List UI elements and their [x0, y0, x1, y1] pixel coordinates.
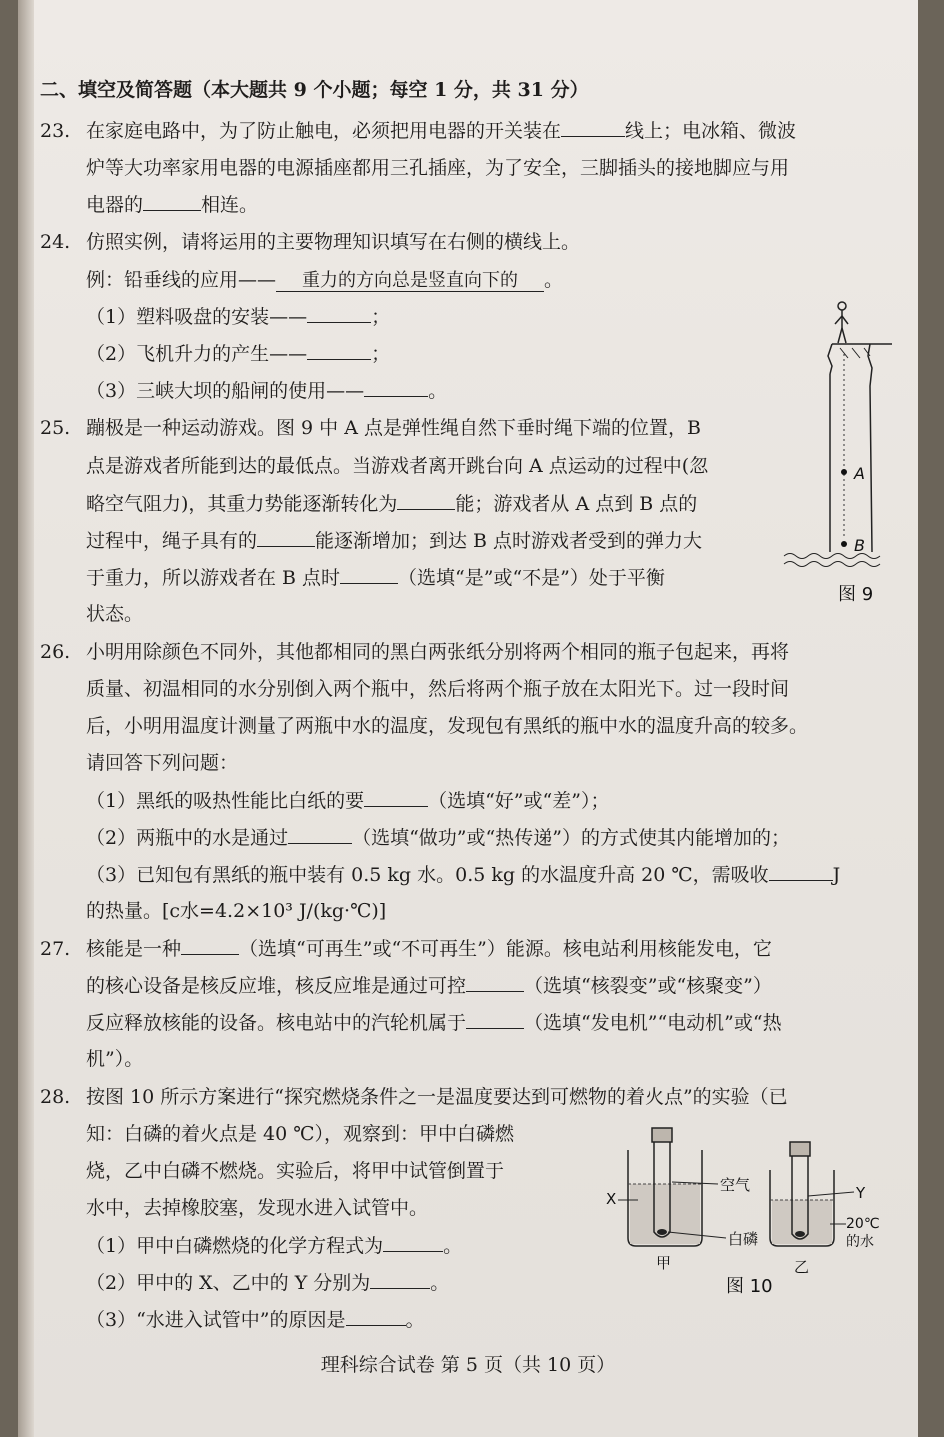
- cliff-platform: [828, 344, 892, 552]
- water-yi: [772, 1200, 832, 1244]
- exam-page: [18, 0, 918, 1437]
- q25-line-3: [86, 491, 697, 516]
- q28-number: 28.: [40, 1086, 71, 1108]
- q26-blank-2[interactable]: [288, 825, 352, 844]
- q23-text-1a: 在家庭电路中，为了防止触电，必须把用电器的开关装在: [86, 120, 562, 142]
- q25-line-6: 状态。: [86, 603, 144, 625]
- point-a-dot: [841, 469, 847, 475]
- q25-text-3a: 略空气阻力)，其重力势能逐渐转化为: [86, 493, 398, 515]
- q23-line-3: [86, 192, 258, 217]
- label-water-temp: 20℃: [846, 1216, 880, 1232]
- q28-blank-3[interactable]: [346, 1307, 406, 1326]
- figure-10-caption: 图 10: [726, 1276, 773, 1297]
- q23-blank-2[interactable]: [143, 192, 201, 211]
- q28-blank-1[interactable]: [383, 1233, 443, 1252]
- q24-sub-3-end: 。: [428, 380, 448, 402]
- q25-line-4: [86, 528, 702, 553]
- q26-sub-2-text: （2）两瓶中的水是通过: [86, 827, 289, 849]
- q24-sub-2-text: （2）飞机升力的产生——: [86, 343, 308, 365]
- q27-line-1: [40, 936, 772, 961]
- q25-line-2: 点是游戏者所能到达的最低点。当游戏者离开跳台向 A 点运动的过程中(忽: [86, 455, 709, 477]
- q26-line-1: [40, 640, 789, 664]
- label-yi: 乙: [794, 1258, 810, 1276]
- q25-blank-3[interactable]: [340, 565, 398, 584]
- q26-sub-1-end: （选填“好”或“差”）；: [428, 790, 610, 812]
- q28-line-2: 知：白磷的着火点是 40 ℃），观察到：甲中白磷燃: [86, 1123, 515, 1145]
- point-b-dot: [841, 541, 847, 547]
- label-air: 空气: [720, 1176, 751, 1194]
- q26-blank-1[interactable]: [364, 788, 428, 807]
- page-fold-shadow: [18, 0, 34, 1437]
- q24-blank-1[interactable]: [307, 304, 371, 323]
- q24-blank-3[interactable]: [364, 378, 428, 397]
- q28-sub-3-text: （3）“水进入试管中”的原因是: [86, 1309, 346, 1331]
- q27-line-3: [86, 1010, 782, 1035]
- q23-blank-1[interactable]: [561, 118, 625, 137]
- q26-sub-2-end: （选填“做功”或“热传递”）的方式使其内能增加的；: [352, 827, 790, 849]
- q24-example-end: 。: [544, 269, 564, 291]
- q25-text-5a: 于重力，所以游戏者在 B 点时: [86, 567, 341, 589]
- q26-line-4: 请回答下列问题：: [86, 752, 239, 774]
- water-surface: [784, 554, 880, 559]
- q26-number: 26.: [40, 641, 71, 663]
- q28-line-3: 烧，乙中白磷不燃烧。实验后，将甲中试管倒置于: [86, 1160, 505, 1182]
- q25-line-1: [40, 416, 701, 440]
- q28-sub-2-end: 。: [430, 1272, 450, 1294]
- q25-text-3b: 能；游戏者从 A 点到 B 点的: [455, 493, 698, 515]
- q23-text-3a: 电器的: [86, 194, 144, 216]
- figure-10-combustion: [594, 1120, 904, 1300]
- jumper-figure: [835, 302, 848, 343]
- q28-sub-3-end: 。: [405, 1309, 425, 1331]
- q24-sub-3: [86, 378, 447, 403]
- q25-line-5: [86, 565, 665, 590]
- phosphorus-yi: [795, 1231, 805, 1237]
- q24-example-answer: 重力的方向总是竖直向下的: [276, 270, 544, 292]
- q23-text-1b: 线上；电冰箱、微波: [625, 120, 797, 142]
- q24-sub-2-end: ；: [371, 343, 391, 365]
- q27-line-2: [86, 973, 772, 998]
- q28-sub-1-text: （1）甲中白磷燃烧的化学方程式为: [86, 1235, 384, 1257]
- point-b-label: B: [854, 536, 865, 555]
- q24-number: 24.: [40, 231, 71, 253]
- q27-blank-1[interactable]: [181, 936, 239, 955]
- q23-line-1: [40, 118, 796, 143]
- q24-sub-1-end: ；: [371, 306, 391, 328]
- label-jia: 甲: [656, 1254, 672, 1272]
- q24-sub-1-text: （1）塑料吸盘的安装——: [86, 306, 308, 328]
- q28-sub-2-text: （2）甲中的 X、乙中的 Y 分别为: [86, 1272, 371, 1294]
- q23-line-2: 炉等大功率家用电器的电源插座都用三孔插座，为了安全，三脚插头的接地脚应与用: [86, 157, 790, 179]
- q27-text-2b: （选填“核裂变”或“核聚变”）: [524, 975, 772, 997]
- q24-text-1: 仿照实例，请将运用的主要物理知识填写在右侧的横线上。: [86, 231, 581, 253]
- q26-sub-1: [86, 788, 609, 813]
- q26-text-1: 小明用除颜色不同外，其他都相同的黑白两张纸分别将两个相同的瓶子包起来，再将: [86, 641, 790, 663]
- q25-text-1: 蹦极是一种运动游戏。图 9 中 A 点是弹性绳自然下垂时绳下端的位置，B: [86, 417, 701, 439]
- q24-sub-2: [86, 341, 390, 366]
- figure-9-caption: 图 9: [838, 584, 874, 605]
- leader-y: [808, 1192, 854, 1196]
- section-header: 二、填空及简答题（本大题共 9 个小题；每空 1 分，共 31 分）: [40, 79, 589, 101]
- water-jia: [630, 1184, 700, 1244]
- label-water: 的水: [846, 1234, 874, 1250]
- q24-example-label: 例：铅垂线的应用——: [86, 269, 277, 291]
- q27-text-2a: 的核心设备是核反应堆，核反应堆是通过可控: [86, 975, 467, 997]
- q24-example: [86, 268, 563, 293]
- q27-number: 27.: [40, 938, 71, 960]
- q26-sub-3-unit: J: [832, 864, 841, 886]
- q25-text-4b: 能逐渐增加；到达 B 点时游戏者受到的弹力大: [315, 530, 703, 552]
- q28-sub-3: [86, 1307, 425, 1332]
- q24-sub-1: [86, 304, 390, 329]
- point-a-label: A: [854, 464, 865, 483]
- q25-blank-1[interactable]: [397, 491, 455, 510]
- q28-line-4: 水中，去掉橡胶塞，发现水进入试管中。: [86, 1197, 429, 1219]
- water-surface-2: [784, 562, 880, 567]
- q28-blank-2[interactable]: [370, 1270, 430, 1289]
- figure-9-bungee: [780, 296, 900, 616]
- q26-sub-1-text: （1）黑纸的吸热性能比白纸的要: [86, 790, 365, 812]
- q27-text-1b: （选填“可再生”或“不可再生”）能源。核电站利用核能发电，它: [239, 938, 772, 960]
- q28-sub-1-end: 。: [443, 1235, 463, 1257]
- q23-number: 23.: [40, 120, 71, 142]
- q28-line-1: [40, 1085, 788, 1109]
- q27-text-3b: （选填“发电机”“电动机”或“热: [524, 1012, 782, 1034]
- q25-text-4a: 过程中，绳子具有的: [86, 530, 258, 552]
- q28-sub-2: [86, 1270, 449, 1295]
- q26-sub-2: [86, 825, 790, 850]
- q27-blank-2[interactable]: [466, 973, 524, 992]
- q24-blank-2[interactable]: [307, 341, 371, 360]
- q28-text-1: 按图 10 所示方案进行“探究燃烧条件之一是温度要达到可燃物的着火点”的实验（已: [86, 1086, 788, 1108]
- label-x: X: [606, 1190, 617, 1208]
- page-footer: 理科综合试卷 第 5 页（共 10 页）: [320, 1354, 616, 1376]
- label-phosphorus: 白磷: [728, 1230, 759, 1248]
- q26-blank-3[interactable]: [769, 862, 833, 881]
- q25-blank-2[interactable]: [257, 528, 315, 547]
- q26-line-2: 质量、初温相同的水分别倒入两个瓶中，然后将两个瓶子放在太阳光下。过一段时间: [86, 678, 790, 700]
- q26-line-3: 后，小明用温度计测量了两瓶中水的温度，发现包有黑纸的瓶中水的温度升高的较多。: [86, 715, 809, 737]
- label-y: Y: [856, 1184, 866, 1202]
- q24-sub-3-text: （3）三峡大坝的船闸的使用——: [86, 380, 365, 402]
- phosphorus-jia: [657, 1229, 667, 1235]
- q26-sub-3-text: （3）已知包有黑纸的瓶中装有 0.5 kg 水。0.5 kg 的水温度升高 20 ℃，需吸收: [86, 864, 769, 886]
- q27-text-1a: 核能是一种: [86, 938, 182, 960]
- q24-line-1: [40, 230, 580, 254]
- q25-text-5b: （选填“是”或“不是”）处于平衡: [398, 567, 665, 589]
- q25-number: 25.: [40, 417, 71, 439]
- q23-text-3b: 相连。: [201, 194, 259, 216]
- q27-line-4: 机”）。: [86, 1048, 144, 1070]
- q27-blank-3[interactable]: [466, 1010, 524, 1029]
- q26-sub-3: [86, 862, 840, 887]
- q28-sub-1: [86, 1233, 462, 1258]
- q27-text-3a: 反应释放核能的设备。核电站中的汽轮机属于: [86, 1012, 467, 1034]
- q26-sub-3-cont: 的热量。[c水=4.2×10³ J/(kg·℃)]: [86, 900, 387, 922]
